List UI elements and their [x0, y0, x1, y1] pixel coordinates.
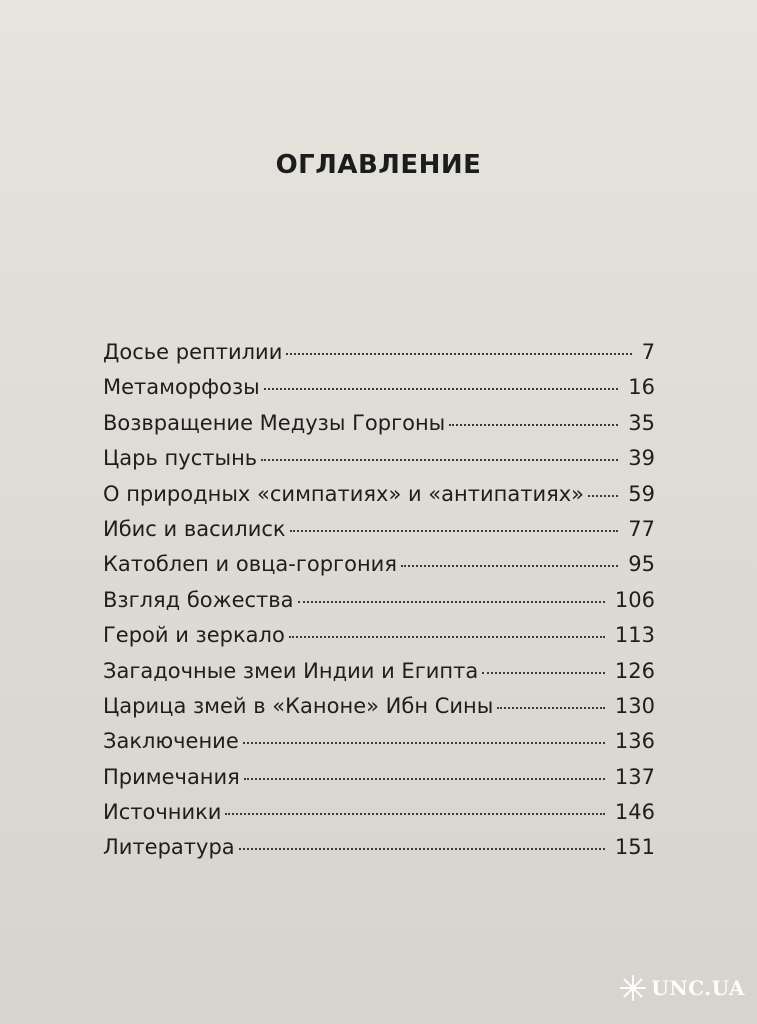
toc-entry-page: 113 [614, 623, 655, 648]
toc-entry [103, 446, 655, 481]
toc-entry-page: 16 [628, 375, 655, 400]
toc-entry-label: Герой и зеркало [103, 623, 285, 648]
toc-entry-label: Ибис и василиск [103, 516, 286, 541]
toc-entry [103, 765, 655, 800]
toc-entry-label: Царь пустынь [103, 446, 258, 471]
table-of-contents [103, 340, 655, 871]
toc-entry [103, 694, 655, 729]
toc-entry [103, 517, 655, 552]
dot-leader [286, 353, 631, 355]
watermark [619, 974, 745, 1002]
toc-entry-label: Катоблеп и овца-горгония [103, 552, 397, 577]
toc-entry [103, 623, 655, 658]
toc-entry-label: Загадочные змеи Индии и Египта [103, 658, 479, 683]
toc-entry-page: 130 [614, 693, 655, 718]
dot-leader [588, 495, 618, 497]
toc-entry-page: 137 [614, 764, 655, 789]
toc-entry [103, 340, 655, 375]
dot-leader [298, 601, 605, 603]
toc-entry-page: 77 [628, 516, 655, 541]
dot-leader [497, 707, 605, 709]
dot-leader [264, 388, 619, 390]
toc-entry [103, 835, 655, 870]
toc-entry [103, 552, 655, 587]
toc-entry [103, 482, 655, 517]
snowflake-logo-icon [619, 974, 647, 1002]
toc-entry-label: Возвращение Медузы Горгоны [103, 410, 446, 435]
toc-title: ОГЛАВЛЕНИЕ [275, 150, 482, 180]
dot-leader [482, 672, 605, 674]
toc-entry-label: Взгляд божества [103, 587, 294, 612]
toc-entry-label: Источники [103, 800, 222, 825]
toc-entry [103, 588, 655, 623]
toc-entry [103, 411, 655, 446]
dot-leader [261, 459, 618, 461]
toc-entry-page: 39 [628, 446, 655, 471]
toc-entry-label: Царица змей в «Каноне» Ибн Сины [103, 693, 494, 718]
dot-leader [289, 636, 605, 638]
toc-entry-label: Досье рептилии [103, 340, 283, 364]
dot-leader [401, 565, 618, 567]
toc-entry [103, 375, 655, 410]
toc-entry [103, 800, 655, 835]
toc-entry-label: Литература [103, 835, 235, 860]
toc-entry-page: 7 [641, 340, 655, 364]
toc-entry-page: 136 [614, 729, 655, 754]
dot-leader [244, 778, 605, 780]
toc-entry-label: Метаморфозы [103, 375, 260, 400]
toc-entry-page: 106 [614, 587, 655, 612]
toc-entry-page: 59 [628, 481, 655, 506]
dot-leader [243, 742, 605, 744]
dot-leader [239, 848, 605, 850]
toc-entry-label: О природных «симпатиях» и «антипатиях» [103, 481, 585, 506]
toc-entry-page: 151 [614, 835, 655, 860]
dot-leader [225, 813, 604, 815]
watermark-text: UNC.UA [651, 976, 745, 1000]
toc-entry-page: 146 [614, 800, 655, 825]
toc-entry-label: Заключение [103, 729, 239, 754]
toc-entry-page: 95 [628, 552, 655, 577]
toc-entry-page: 126 [614, 658, 655, 683]
toc-entry-page: 35 [628, 410, 655, 435]
toc-entry [103, 729, 655, 764]
toc-entry-label: Примечания [103, 764, 240, 789]
dot-leader [290, 530, 619, 532]
toc-entry [103, 659, 655, 694]
dot-leader [449, 424, 618, 426]
